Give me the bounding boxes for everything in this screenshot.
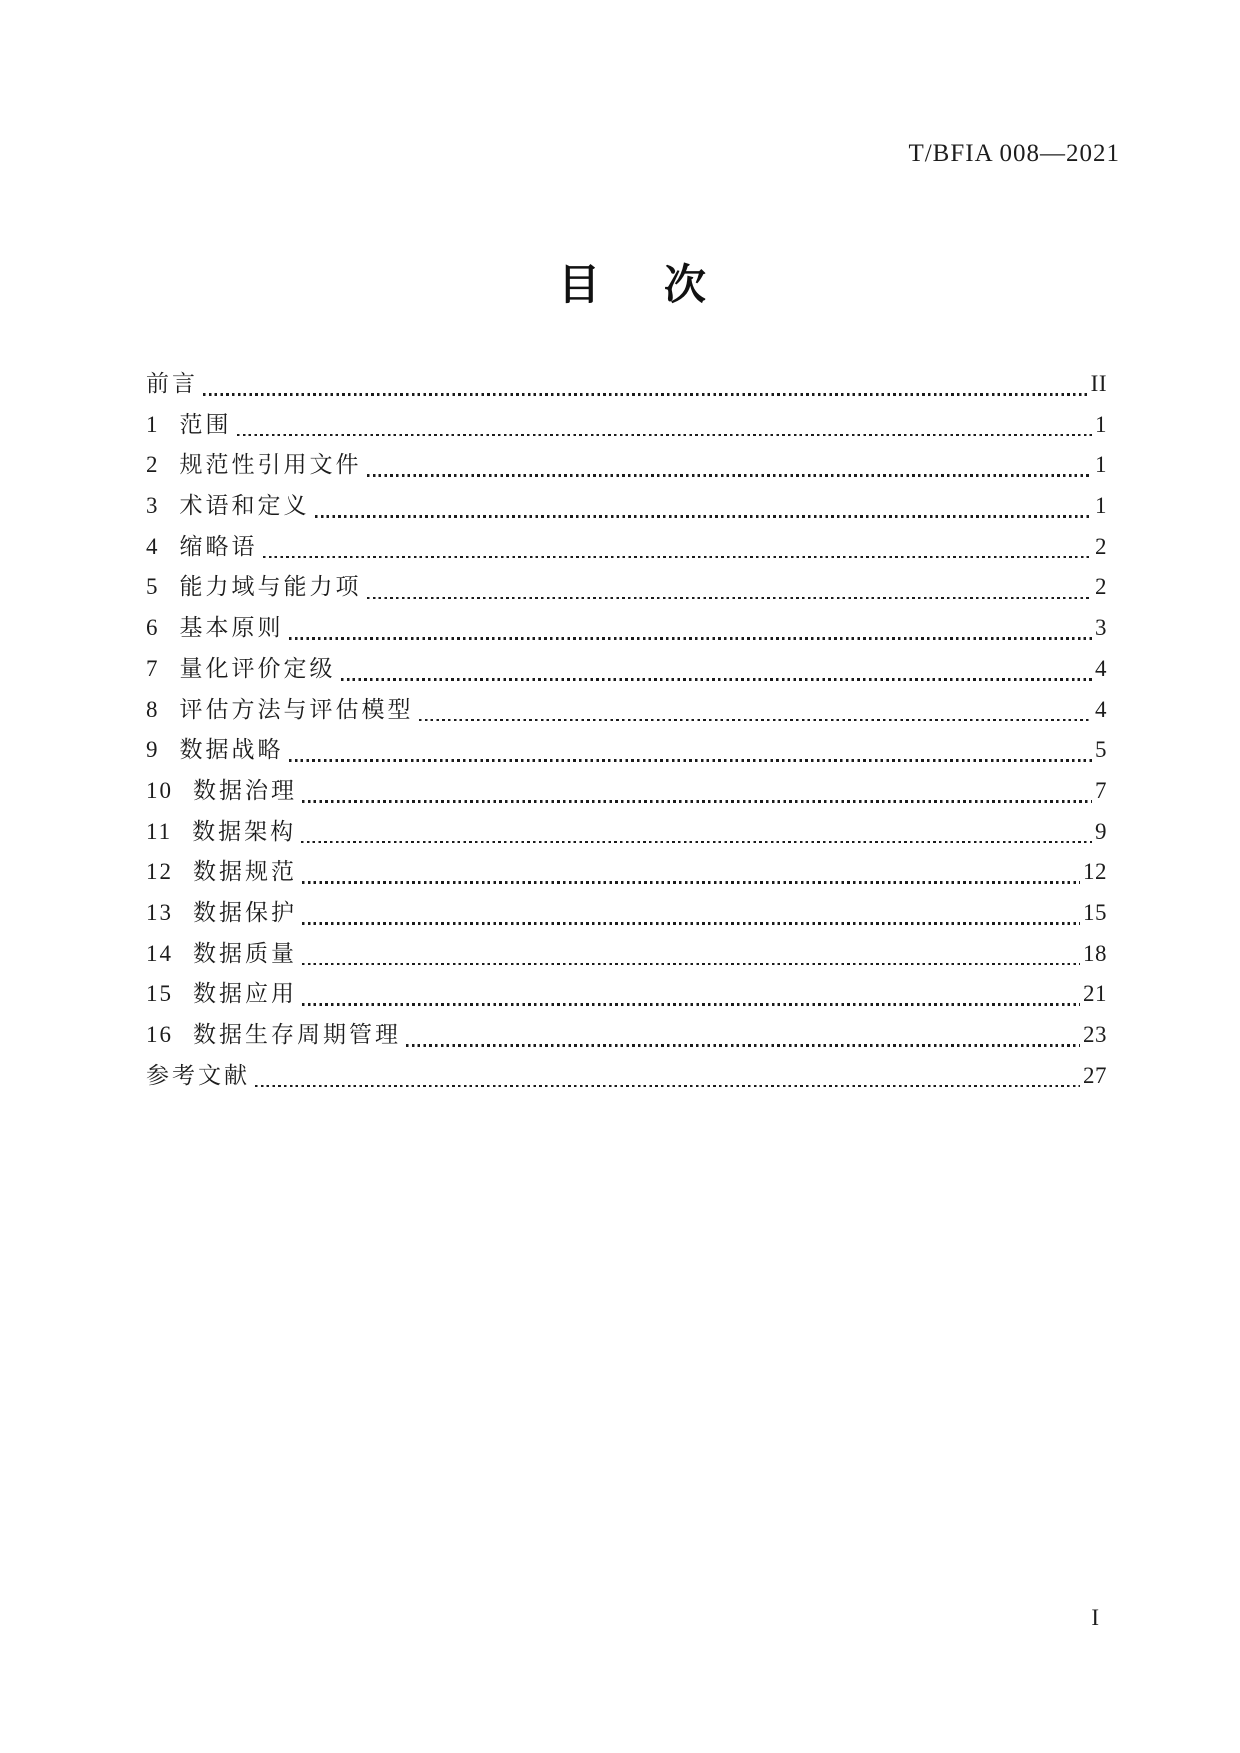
toc-entry [146, 1056, 1107, 1097]
toc-leader-dots [232, 405, 1096, 446]
toc-entry-page: 12 [1083, 859, 1107, 885]
toc-entry-title: 范围 [179, 411, 232, 437]
toc-entry-number: 14 [146, 940, 173, 966]
toc-entry-page: 1 [1095, 452, 1107, 478]
toc-leader-dots [258, 527, 1096, 568]
toc-entry [146, 934, 1107, 975]
toc-entry-title: 缩略语 [179, 533, 258, 559]
toc-entry-page: 23 [1083, 1022, 1107, 1047]
toc-entry-page: 18 [1083, 940, 1107, 966]
toc-entry [146, 364, 1107, 405]
toc-entry-title: 数据生存周期管理 [193, 1022, 401, 1047]
toc-entry-number: 8 [146, 696, 160, 722]
toc-entry [146, 1015, 1107, 1056]
toc-entry-title: 数据战略 [179, 737, 284, 763]
toc-leader-dots [362, 567, 1096, 608]
toc-entry-page: 15 [1083, 899, 1107, 925]
toc-leader-dots [284, 730, 1096, 771]
toc-entry-page: 1 [1095, 411, 1107, 437]
toc-leader-dots [250, 1056, 1083, 1097]
toc-leader-dots [284, 608, 1096, 649]
toc-entry [146, 527, 1107, 568]
toc-entry-number: 7 [146, 655, 160, 681]
toc-entry-number: 10 [146, 777, 173, 803]
toc-entry-number: 1 [146, 411, 160, 437]
toc-entry-title: 参考文献 [146, 1062, 250, 1088]
table-of-contents [146, 364, 1107, 1096]
toc-entry [146, 974, 1107, 1015]
toc-entry-page: 3 [1095, 615, 1107, 641]
toc-entry-title: 数据规范 [193, 859, 297, 885]
toc-entry-page: 5 [1095, 737, 1107, 763]
toc-entry [146, 771, 1107, 812]
toc-entry-number: 4 [146, 533, 160, 559]
toc-entry-number: 12 [146, 859, 173, 885]
toc-entry [146, 445, 1107, 486]
toc-leader-dots [414, 690, 1096, 731]
toc-entry-title: 能力域与能力项 [179, 574, 362, 600]
toc-leader-dots [296, 812, 1095, 853]
toc-entry-page: 9 [1095, 818, 1107, 844]
toc-entry-page: 21 [1083, 981, 1107, 1007]
toc-entry-title: 数据质量 [193, 940, 297, 966]
toc-entry-title: 基本原则 [179, 615, 284, 641]
toc-entry [146, 893, 1107, 934]
toc-leader-dots [297, 934, 1083, 975]
toc-entry-number: 11 [146, 818, 173, 844]
toc-leader-dots [198, 364, 1091, 405]
toc-leader-dots [336, 649, 1096, 690]
toc-entry [146, 649, 1107, 690]
toc-entry-number: 3 [146, 493, 160, 519]
standard-number: T/BFIA 008—2021 [908, 140, 1120, 167]
toc-entry [146, 608, 1107, 649]
toc-entry-title: 数据保护 [193, 899, 297, 925]
toc-entry [146, 405, 1107, 446]
toc-entry-page: 1 [1095, 493, 1107, 519]
toc-entry-title: 术语和定义 [179, 493, 310, 519]
toc-entry-number: 16 [146, 1022, 173, 1047]
toc-entry [146, 730, 1107, 771]
toc-entry-title: 数据治理 [193, 777, 297, 803]
toc-entry-page: 7 [1095, 777, 1107, 803]
toc-leader-dots [401, 1015, 1083, 1056]
toc-entry [146, 486, 1107, 527]
toc-leader-dots [297, 852, 1083, 893]
toc-leader-dots [297, 974, 1083, 1015]
toc-entry-page: II [1090, 371, 1107, 396]
toc-entry-title: 规范性引用文件 [179, 452, 362, 478]
toc-entry [146, 812, 1107, 853]
toc-leader-dots [310, 486, 1096, 527]
toc-entry-number: 5 [146, 574, 160, 600]
toc-entry-title: 评估方法与评估模型 [179, 696, 414, 722]
footer-page-number: I [1091, 1605, 1099, 1630]
toc-entry-title: 数据架构 [192, 818, 297, 844]
toc-entry-page: 27 [1083, 1062, 1107, 1088]
toc-entry-page: 4 [1095, 696, 1107, 722]
toc-entry-page: 4 [1095, 655, 1107, 681]
toc-entry [146, 567, 1107, 608]
toc-entry-number: 9 [146, 737, 160, 763]
toc-leader-dots [297, 893, 1083, 934]
toc-entry-page: 2 [1095, 533, 1107, 559]
toc-entry-title: 前言 [146, 371, 198, 396]
toc-entry-page: 2 [1095, 574, 1107, 600]
toc-leader-dots [362, 445, 1096, 486]
toc-entry-title: 量化评价定级 [179, 655, 336, 681]
toc-entry-title: 数据应用 [193, 981, 297, 1007]
toc-entry-number: 6 [146, 615, 160, 641]
toc-entry-number: 15 [146, 981, 173, 1007]
toc-entry-number: 13 [146, 899, 173, 925]
page-title: 目 次 [558, 261, 706, 308]
toc-entry [146, 690, 1107, 731]
toc-leader-dots [297, 771, 1095, 812]
toc-entry [146, 852, 1107, 893]
toc-entry-number: 2 [146, 452, 160, 478]
